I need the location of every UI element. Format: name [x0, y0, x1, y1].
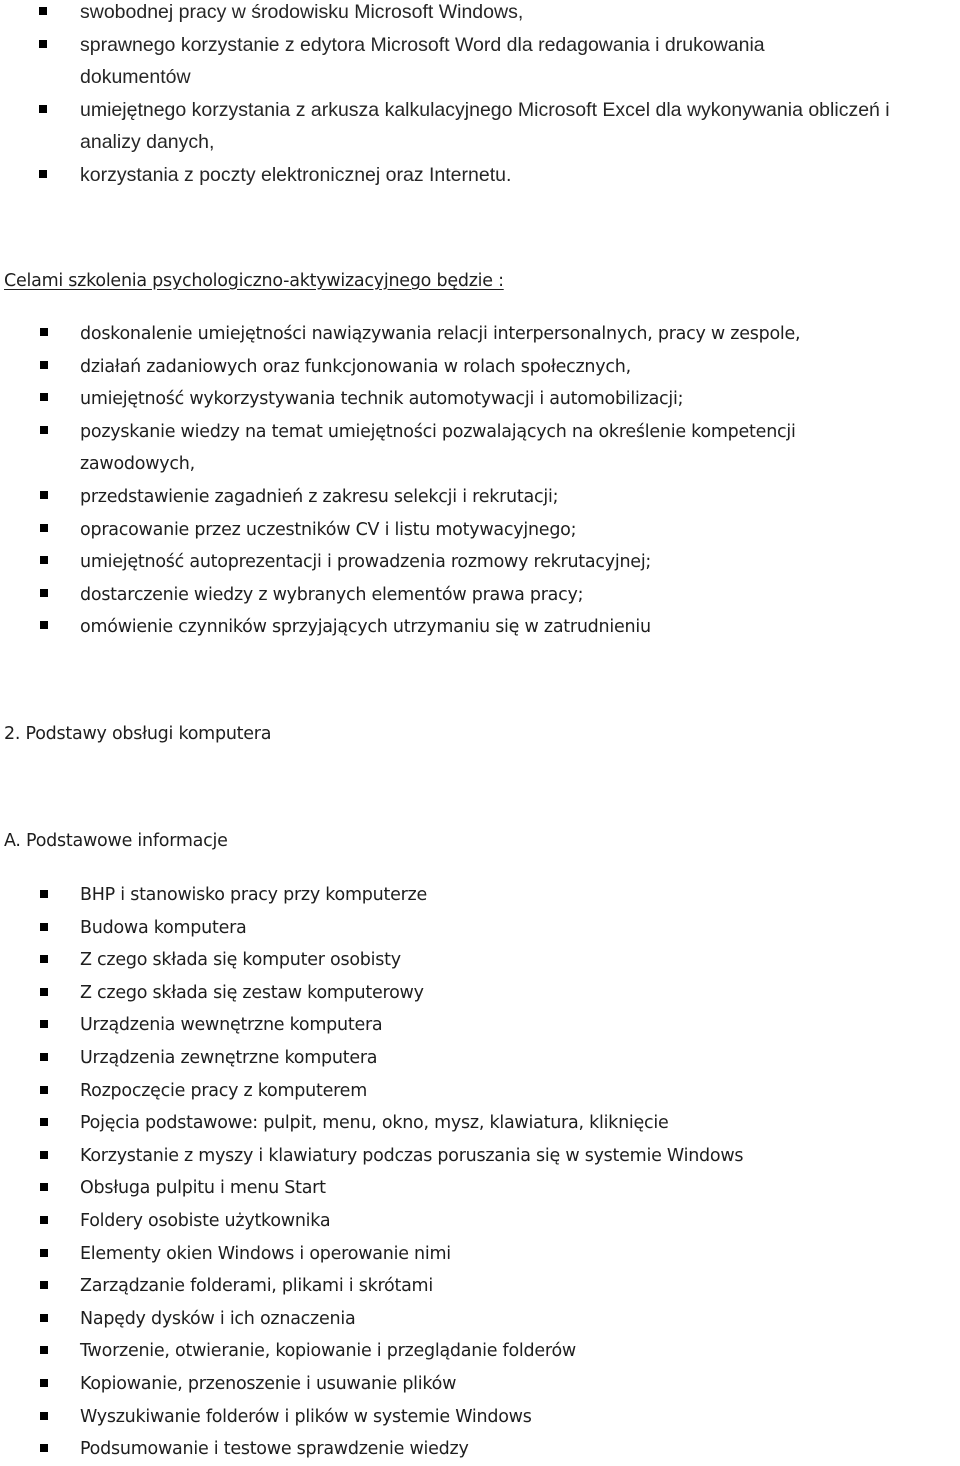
- list-item-text: omówienie czynników sprzyjających utrzymaniu się w zatrudnieniu: [80, 617, 651, 638]
- list-item: [0, 1140, 960, 1173]
- square-bullet-icon: [39, 7, 47, 15]
- list-item-text: Z czego składa się komputer osobisty: [80, 950, 401, 971]
- list-item: [0, 29, 960, 94]
- list-item-text: zawodowych,: [80, 454, 195, 475]
- section-a-heading: A. Podstawowe informacje: [4, 831, 228, 851]
- square-bullet-icon: [40, 393, 48, 401]
- list-item: [0, 481, 960, 514]
- skills-list: [0, 0, 960, 192]
- list-item-text: dokumentów: [80, 66, 191, 89]
- list-item: [0, 1172, 960, 1205]
- topics-list: [0, 879, 960, 1466]
- list-item: [0, 1401, 960, 1434]
- list-item-text: Z czego składa się zestaw komputerowy: [80, 982, 424, 1003]
- section-2-heading: 2. Podstawy obsługi komputera: [4, 724, 272, 744]
- list-item-text: umiejętność autoprezentacji i prowadzenia rozmowy rekrutacyjnej;: [80, 552, 652, 573]
- list-item: [0, 1042, 960, 1075]
- square-bullet-icon: [40, 361, 48, 369]
- list-item-text: analizy danych,: [80, 131, 215, 154]
- list-item-text: umiejętność wykorzystywania technik automotywacji i automobilizacji;: [80, 389, 684, 410]
- square-bullet-icon: [40, 1118, 48, 1126]
- square-bullet-icon: [40, 621, 48, 629]
- square-bullet-icon: [40, 1053, 48, 1061]
- list-item-text: Wyszukiwanie folderów i plików w systemie Windows: [80, 1406, 532, 1427]
- square-bullet-icon: [40, 955, 48, 963]
- square-bullet-icon: [40, 328, 48, 336]
- list-item-text: Obsługa pulpitu i menu Start: [80, 1178, 326, 1199]
- square-bullet-icon: [40, 524, 48, 532]
- list-item: [0, 94, 960, 159]
- list-item: [0, 1107, 960, 1140]
- square-bullet-icon: [39, 40, 47, 48]
- square-bullet-icon: [40, 1020, 48, 1028]
- list-item-text: przedstawienie zagadnień z zakresu selekcji i rekrutacji;: [80, 486, 559, 507]
- list-item: [0, 912, 960, 945]
- list-item-text: Urządzenia zewnętrzne komputera: [80, 1047, 378, 1068]
- square-bullet-icon: [40, 1183, 48, 1191]
- list-item-text: Pojęcia podstawowe: pulpit, menu, okno, mysz, klawiatura, kliknięcie: [80, 1113, 669, 1134]
- list-item-text: swobodnej pracy w środowisku Microsoft Windows,: [80, 1, 524, 23]
- list-item: [0, 1205, 960, 1238]
- list-item: [0, 159, 960, 192]
- list-item: [0, 1303, 960, 1336]
- list-item-text: BHP i stanowisko pracy przy komputerze: [80, 885, 427, 905]
- list-item: [0, 416, 960, 481]
- goals-heading: Celami szkolenia psychologiczno-aktywizacyjnego będzie :: [4, 271, 504, 291]
- list-item-text: korzystania z poczty elektronicznej oraz Internetu.: [80, 163, 512, 186]
- list-item-text: sprawnego korzystanie z edytora Microsoft Word dla redagowania i drukowania: [80, 33, 765, 56]
- list-item: [0, 611, 960, 644]
- list-item-text: Foldery osobiste użytkownika: [80, 1210, 331, 1231]
- list-item-text: opracowanie przez uczestników CV i listu motywacyjnego;: [80, 519, 577, 540]
- square-bullet-icon: [40, 491, 48, 499]
- square-bullet-icon: [40, 1444, 48, 1452]
- square-bullet-icon: [40, 1281, 48, 1289]
- square-bullet-icon: [40, 589, 48, 597]
- square-bullet-icon: [40, 1249, 48, 1257]
- square-bullet-icon: [39, 170, 47, 178]
- square-bullet-icon: [40, 426, 48, 434]
- list-item: [0, 944, 960, 977]
- list-item-text: dostarczenie wiedzy z wybranych elementów prawa pracy;: [80, 584, 584, 605]
- list-item: [0, 879, 960, 912]
- list-item: [0, 977, 960, 1010]
- list-item: [0, 579, 960, 612]
- square-bullet-icon: [40, 556, 48, 564]
- list-item: [0, 318, 960, 351]
- square-bullet-icon: [39, 105, 47, 113]
- list-item: [0, 1270, 960, 1303]
- list-item: [0, 514, 960, 547]
- list-item-text: umiejętnego korzystania z arkusza kalkulacyjnego Microsoft Excel dla wykonywania obliczeń i: [80, 98, 890, 121]
- list-item-text: Rozpoczęcie pracy z komputerem: [80, 1080, 368, 1101]
- square-bullet-icon: [40, 890, 48, 898]
- square-bullet-icon: [40, 1216, 48, 1224]
- list-item-text: Elementy okien Windows i operowanie nimi: [80, 1243, 451, 1264]
- square-bullet-icon: [40, 923, 48, 931]
- goals-list: [0, 318, 960, 644]
- list-item: [0, 1433, 960, 1466]
- square-bullet-icon: [40, 1412, 48, 1420]
- square-bullet-icon: [40, 1379, 48, 1387]
- list-item-text: Budowa komputera: [80, 917, 247, 938]
- list-item: [0, 351, 960, 384]
- list-item: [0, 1335, 960, 1368]
- list-item: [0, 383, 960, 416]
- list-item-text: działań zadaniowych oraz funkcjonowania w rolach społecznych,: [80, 356, 631, 377]
- list-item-text: Zarządzanie folderami, plikami i skrótami: [80, 1276, 433, 1297]
- list-item-text: doskonalenie umiejętności nawiązywania relacji interpersonalnych, pracy w zespole,: [80, 324, 801, 344]
- list-item-text: pozyskanie wiedzy na temat umiejętności pozwalających na określenie kompetencji: [80, 421, 796, 442]
- square-bullet-icon: [40, 1314, 48, 1322]
- square-bullet-icon: [40, 1346, 48, 1354]
- list-item: [0, 1075, 960, 1108]
- list-item-text: Kopiowanie, przenoszenie i usuwanie plików: [80, 1373, 457, 1394]
- square-bullet-icon: [40, 1151, 48, 1159]
- list-item-text: Podsumowanie i testowe sprawdzenie wiedzy: [80, 1439, 469, 1460]
- list-item: [0, 1368, 960, 1401]
- list-item-text: Tworzenie, otwieranie, kopiowanie i przeglądanie folderów: [80, 1341, 576, 1362]
- list-item-text: Korzystanie z myszy i klawiatury podczas poruszania się w systemie Windows: [80, 1145, 744, 1166]
- list-item: [0, 0, 960, 29]
- list-item-text: Urządzenia wewnętrzne komputera: [80, 1015, 383, 1036]
- square-bullet-icon: [40, 988, 48, 996]
- list-item: [0, 1238, 960, 1271]
- list-item: [0, 1009, 960, 1042]
- list-item-text: Napędy dysków i ich oznaczenia: [80, 1308, 356, 1329]
- square-bullet-icon: [40, 1086, 48, 1094]
- list-item: [0, 546, 960, 579]
